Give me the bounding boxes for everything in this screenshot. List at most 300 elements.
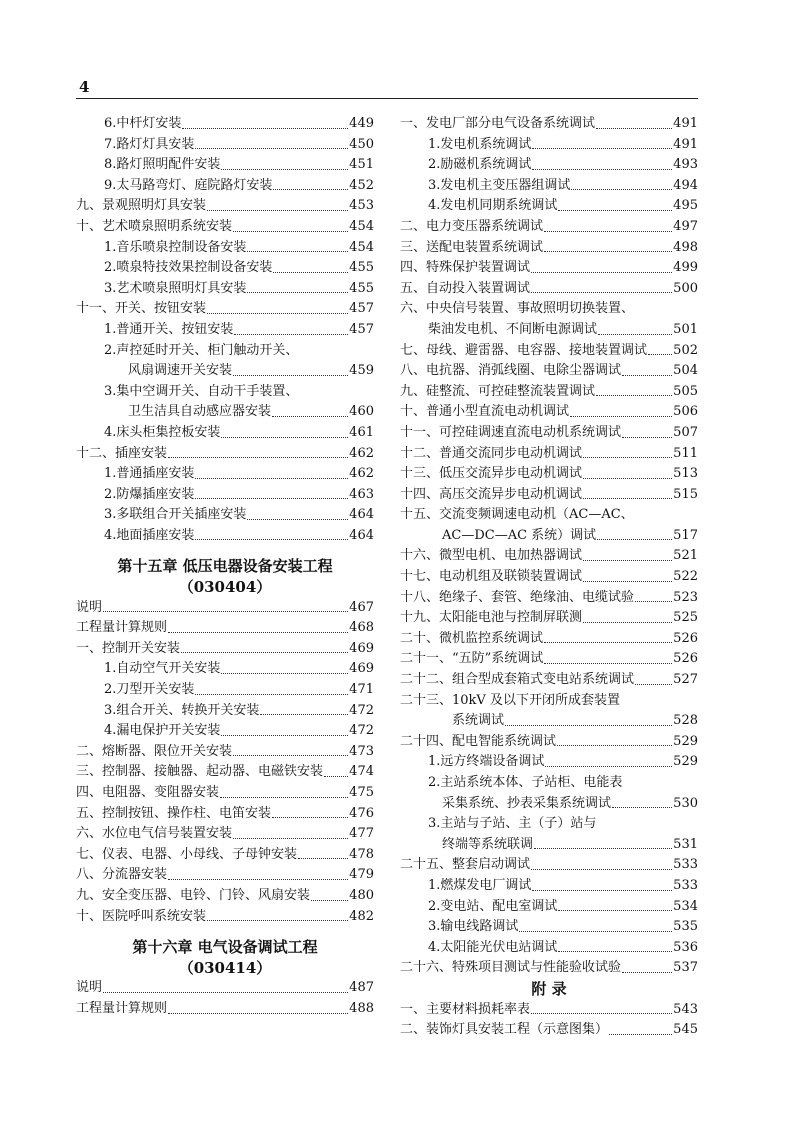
toc-entry-title: 1.普通插座安装 bbox=[104, 466, 195, 482]
dot-leader bbox=[168, 879, 348, 880]
toc-entry[interactable] bbox=[76, 238, 374, 259]
toc-entry-title: 工程量计算规则 bbox=[76, 620, 168, 636]
toc-entry-title: 2.励磁机系统调试 bbox=[428, 157, 532, 173]
toc-entry-continued bbox=[400, 299, 698, 320]
dot-leader bbox=[221, 735, 348, 736]
toc-entry[interactable] bbox=[76, 423, 374, 444]
dot-leader bbox=[545, 766, 672, 767]
toc-entry-title: 1.远方终端设备调试 bbox=[428, 754, 545, 770]
toc-page-number: 468 bbox=[349, 620, 374, 636]
toc-entry[interactable] bbox=[400, 588, 698, 609]
dot-leader bbox=[583, 457, 672, 458]
toc-page-number: 507 bbox=[673, 424, 698, 440]
toc-page-number: 527 bbox=[673, 672, 698, 688]
toc-page-number: 493 bbox=[673, 157, 698, 173]
toc-entry-title: 九、安全变压器、电铃、门铃、风扇安装 bbox=[76, 887, 311, 903]
toc-page-number: 461 bbox=[349, 424, 374, 440]
toc-page-number: 449 bbox=[349, 116, 374, 131]
toc-entry-title: 二十三、10kV 及以下开闭所成套装置 bbox=[400, 692, 620, 708]
toc-entry[interactable] bbox=[76, 361, 374, 382]
toc-page-number: 471 bbox=[349, 682, 374, 698]
toc-page-number: 513 bbox=[673, 466, 698, 482]
dot-leader bbox=[195, 148, 348, 149]
dot-leader bbox=[532, 169, 672, 170]
toc-entry-title: 4.床头柜集控板安装 bbox=[104, 424, 221, 440]
toc-page-number: 487 bbox=[349, 980, 374, 996]
dot-leader bbox=[233, 838, 348, 839]
toc-page-number: 505 bbox=[673, 383, 698, 399]
toc-entry[interactable] bbox=[76, 196, 374, 217]
toc-entry[interactable] bbox=[76, 659, 374, 680]
toc-entry[interactable] bbox=[76, 845, 374, 866]
toc-entry[interactable] bbox=[400, 485, 698, 506]
toc-page-number: 480 bbox=[349, 887, 374, 903]
dot-leader bbox=[221, 437, 348, 438]
toc-page-number: 457 bbox=[349, 321, 374, 337]
toc-page-number: 476 bbox=[349, 805, 374, 821]
toc-entry[interactable] bbox=[76, 320, 374, 341]
toc-entry-title: 十、艺术喷泉照明系统安装 bbox=[76, 218, 233, 234]
dot-leader bbox=[324, 776, 348, 777]
toc-entry-continued bbox=[76, 341, 374, 362]
toc-page-number: 528 bbox=[673, 713, 698, 729]
toc-page-number: 472 bbox=[349, 723, 374, 739]
toc-entry[interactable] bbox=[76, 114, 374, 135]
dot-leader bbox=[571, 189, 672, 190]
toc-entry[interactable] bbox=[76, 886, 374, 907]
toc-entry-title: 2.声控延时开关、柜门触动开关、 bbox=[104, 342, 299, 358]
toc-page-number: 469 bbox=[349, 640, 374, 656]
dot-leader bbox=[532, 890, 672, 891]
dot-leader bbox=[247, 251, 348, 252]
toc-entry[interactable] bbox=[400, 629, 698, 650]
toc-entry-title: 八、电抗器、消弧线圈、电除尘器调试 bbox=[400, 363, 622, 379]
toc-page-number: 462 bbox=[349, 445, 374, 461]
toc-page-number: 464 bbox=[349, 527, 374, 543]
toc-entry-title: 二十四、配电智能系统调试 bbox=[400, 733, 557, 749]
toc-right-column bbox=[400, 114, 698, 1041]
toc-entry-title: 工程量计算规则 bbox=[76, 1000, 168, 1016]
toc-entry-title: 卫生洁具自动感应器安装 bbox=[128, 404, 272, 420]
toc-page-number: 534 bbox=[673, 898, 698, 914]
toc-entry[interactable] bbox=[76, 258, 374, 279]
toc-page-number: 469 bbox=[349, 661, 374, 677]
toc-entry-title: 4.地面插座安装 bbox=[104, 527, 195, 543]
dot-leader bbox=[622, 437, 672, 438]
dot-leader bbox=[531, 1013, 672, 1014]
toc-page-number: 497 bbox=[673, 218, 698, 234]
dot-leader bbox=[103, 611, 348, 612]
dot-leader bbox=[544, 231, 672, 232]
dot-leader bbox=[207, 920, 348, 921]
toc-entry[interactable] bbox=[76, 526, 374, 547]
dot-leader bbox=[583, 622, 672, 623]
toc-entry-title: 二、装饰灯具安装工程（示意图集） bbox=[400, 1022, 609, 1038]
toc-entry-title: 七、母线、避雷器、电容器、接地装置调试 bbox=[400, 342, 648, 358]
toc-entry-title: 十二、插座安装 bbox=[76, 445, 168, 461]
toc-entry[interactable] bbox=[400, 794, 698, 815]
toc-entry[interactable] bbox=[400, 382, 698, 403]
toc-entry-title: 1.燃煤发电厂调试 bbox=[428, 877, 532, 893]
toc-entry-title: 终端等系统联调 bbox=[442, 836, 534, 852]
dot-leader bbox=[519, 931, 672, 932]
toc-entry-title: 五、控制按钮、操作柱、电笛安装 bbox=[76, 805, 272, 821]
dot-leader bbox=[195, 694, 348, 695]
toc-entry[interactable] bbox=[400, 526, 698, 547]
toc-entry[interactable] bbox=[76, 485, 374, 506]
dot-leader bbox=[557, 745, 672, 746]
toc-page-number: 517 bbox=[673, 527, 698, 543]
toc-page-number: 459 bbox=[349, 363, 374, 379]
toc-entry-title: AC—DC—AC 系统）调试 bbox=[442, 527, 597, 543]
toc-entry-title: 3.输电线路调试 bbox=[428, 919, 519, 935]
toc-page-number: 482 bbox=[349, 908, 374, 924]
dot-leader bbox=[570, 416, 672, 417]
toc-page-number: 473 bbox=[349, 743, 374, 759]
toc-entry-title: 一、控制开关安装 bbox=[76, 640, 181, 656]
dot-leader bbox=[273, 189, 348, 190]
dot-leader bbox=[233, 375, 348, 376]
toc-entry[interactable] bbox=[400, 567, 698, 588]
toc-page-number: 537 bbox=[673, 960, 698, 976]
dot-leader bbox=[598, 334, 672, 335]
toc-page-number: 535 bbox=[673, 919, 698, 935]
toc-entry[interactable] bbox=[400, 917, 698, 938]
dot-leader bbox=[558, 210, 672, 211]
dot-leader bbox=[273, 272, 348, 273]
toc-entry-title: 1.发电机系统调试 bbox=[428, 136, 532, 152]
dot-leader bbox=[544, 251, 672, 252]
toc-page-number: 488 bbox=[349, 1000, 374, 1016]
toc-page-number: 530 bbox=[673, 795, 698, 811]
toc-entry-title: 2.刀型开关安装 bbox=[104, 682, 195, 698]
toc-page-number: 452 bbox=[349, 177, 374, 193]
toc-entry-title: 4.漏电保护开关安装 bbox=[104, 723, 221, 739]
toc-entry-title: 2.主站系统本体、子站柜、电能表 bbox=[428, 775, 623, 790]
toc-entry-title: 十、医院呼叫系统安装 bbox=[76, 908, 207, 924]
toc-entry[interactable] bbox=[400, 649, 698, 670]
toc-entry-title: 3.组合开关、转换开关安装 bbox=[104, 702, 260, 718]
toc-entry[interactable] bbox=[400, 402, 698, 423]
toc-entry[interactable] bbox=[76, 279, 374, 300]
toc-page-number: 526 bbox=[673, 651, 698, 667]
dot-leader bbox=[609, 1034, 672, 1035]
dot-leader bbox=[195, 539, 348, 540]
toc-entry-title: 八、分流器安装 bbox=[76, 867, 168, 883]
toc-entry[interactable] bbox=[400, 196, 698, 217]
toc-entry-title: 十二、普通交流同步电动机调试 bbox=[400, 445, 583, 461]
toc-page-number: 506 bbox=[673, 404, 698, 420]
toc-page-number: 501 bbox=[673, 321, 698, 337]
dot-leader bbox=[247, 519, 348, 520]
toc-entry[interactable] bbox=[400, 938, 698, 959]
dot-leader bbox=[168, 632, 348, 633]
section-spacer bbox=[76, 927, 374, 937]
toc-entry-title: 2.防爆插座安装 bbox=[104, 486, 195, 502]
toc-page-number: 450 bbox=[349, 136, 374, 152]
chapter-heading: （030414） bbox=[178, 958, 272, 977]
toc-page-number: 525 bbox=[673, 610, 698, 626]
toc-entry-title: 风扇调速开关安装 bbox=[128, 363, 233, 379]
toc-page-number: 523 bbox=[673, 589, 698, 605]
toc-entry[interactable] bbox=[76, 464, 374, 485]
toc-entry[interactable] bbox=[400, 835, 698, 856]
toc-entry[interactable] bbox=[76, 598, 374, 619]
toc-entry-title: 二十六、特殊项目测试与性能验收试验 bbox=[400, 960, 622, 976]
toc-entry-title: 三、控制器、接触器、起动器、电磁铁安装 bbox=[76, 764, 324, 780]
toc-entry-title: 1.自动空气开关安装 bbox=[104, 661, 221, 677]
toc-entry[interactable] bbox=[400, 423, 698, 444]
toc-entry[interactable] bbox=[400, 464, 698, 485]
toc-entry-title: 九、景观照明灯具安装 bbox=[76, 198, 207, 214]
toc-entry[interactable] bbox=[76, 824, 374, 845]
dot-leader bbox=[221, 169, 348, 170]
toc-entry-continued bbox=[400, 773, 698, 794]
toc-page-number: 500 bbox=[673, 280, 698, 296]
toc-page-number: 455 bbox=[349, 260, 374, 276]
toc-entry-title: 二十五、整套启动调试 bbox=[400, 857, 531, 873]
dot-leader bbox=[583, 498, 672, 499]
toc-entry-title: 一、发电厂部分电气设备系统调试 bbox=[400, 116, 596, 131]
toc-entry-title: 十八、绝缘子、套管、绝缘油、电缆试验 bbox=[400, 589, 635, 605]
toc-page-number: 499 bbox=[673, 260, 698, 276]
toc-entry[interactable] bbox=[400, 176, 698, 197]
dot-leader bbox=[531, 292, 672, 293]
toc-entry[interactable] bbox=[76, 701, 374, 722]
toc-entry-title: 一、主要材料损耗率表 bbox=[400, 1001, 531, 1017]
toc-entry[interactable] bbox=[400, 217, 698, 238]
dot-leader bbox=[635, 601, 672, 602]
dot-leader bbox=[181, 652, 348, 653]
toc-entry[interactable] bbox=[400, 546, 698, 567]
dot-leader bbox=[234, 334, 348, 335]
dot-leader bbox=[534, 848, 672, 849]
section-spacer bbox=[76, 546, 374, 556]
toc-entry-title: 十三、低压交流异步电动机调试 bbox=[400, 466, 583, 482]
toc-page-number: 529 bbox=[673, 733, 698, 749]
toc-entry-title: 1.普通开关、按钮安装 bbox=[104, 321, 234, 337]
toc-entry[interactable] bbox=[400, 1020, 698, 1041]
toc-entry-title: 六、水位电气信号装置安装 bbox=[76, 826, 233, 842]
toc-entry[interactable] bbox=[400, 608, 698, 629]
dot-leader bbox=[220, 797, 348, 798]
toc-entry-title: 十五、交流变频调速电动机（AC—AC、 bbox=[400, 507, 634, 523]
toc-entry[interactable] bbox=[76, 135, 374, 156]
toc-left-column bbox=[76, 114, 374, 1020]
toc-page-number: 522 bbox=[673, 569, 698, 585]
toc-entry[interactable] bbox=[400, 897, 698, 918]
dot-leader bbox=[597, 539, 672, 540]
toc-entry[interactable] bbox=[400, 752, 698, 773]
toc-entry[interactable] bbox=[400, 114, 698, 135]
toc-entry[interactable] bbox=[76, 155, 374, 176]
dot-leader bbox=[622, 972, 672, 973]
toc-entry[interactable] bbox=[400, 670, 698, 691]
toc-entry-title: 七、仪表、电器、小母线、子母钟安装 bbox=[76, 846, 298, 862]
chapter-heading: 第十五章 低压电器设备安装工程 bbox=[117, 557, 333, 576]
toc-entry[interactable] bbox=[400, 1000, 698, 1021]
dot-leader bbox=[221, 673, 348, 674]
toc-page-number: 495 bbox=[673, 198, 698, 214]
header-rule bbox=[76, 98, 698, 99]
toc-entry[interactable] bbox=[76, 978, 374, 999]
dot-leader bbox=[558, 951, 672, 952]
toc-entry[interactable] bbox=[400, 958, 698, 979]
toc-page-number: 451 bbox=[349, 157, 374, 173]
dot-leader bbox=[272, 416, 348, 417]
dot-leader bbox=[635, 684, 672, 685]
dot-leader bbox=[168, 457, 348, 458]
toc-entry[interactable] bbox=[76, 907, 374, 928]
dot-leader bbox=[298, 858, 348, 859]
toc-page-number: 515 bbox=[673, 486, 698, 502]
dot-leader bbox=[544, 663, 672, 664]
toc-page-number: 454 bbox=[349, 218, 374, 234]
toc-entry[interactable] bbox=[76, 762, 374, 783]
toc-entry[interactable] bbox=[400, 855, 698, 876]
toc-page-number: 529 bbox=[673, 754, 698, 770]
toc-entry-title: 1.音乐喷泉控制设备安装 bbox=[104, 239, 247, 255]
toc-page-number: 467 bbox=[349, 599, 374, 615]
dot-leader bbox=[532, 148, 672, 149]
toc-entry-title: 十七、电动机组及联锁装置调试 bbox=[400, 569, 583, 585]
toc-page-number: 464 bbox=[349, 507, 374, 523]
dot-leader bbox=[612, 807, 672, 808]
toc-page-number: 478 bbox=[349, 846, 374, 862]
toc-entry[interactable] bbox=[400, 732, 698, 753]
toc-entry[interactable] bbox=[76, 402, 374, 423]
toc-page-number: 502 bbox=[673, 342, 698, 358]
toc-entry[interactable] bbox=[76, 505, 374, 526]
toc-entry[interactable] bbox=[76, 618, 374, 639]
toc-entry[interactable] bbox=[76, 299, 374, 320]
toc-entry[interactable] bbox=[400, 279, 698, 300]
toc-page-number: 498 bbox=[673, 239, 698, 255]
toc-page-number: 474 bbox=[349, 764, 374, 780]
toc-entry[interactable] bbox=[400, 155, 698, 176]
toc-entry[interactable] bbox=[400, 320, 698, 341]
toc-page-number: 460 bbox=[349, 404, 374, 420]
toc-entry-title: 十一、可控硅调速直流电动机系统调试 bbox=[400, 424, 622, 440]
toc-entry-title: 4.发电机同期系统调试 bbox=[428, 198, 558, 214]
toc-entry[interactable] bbox=[400, 711, 698, 732]
dot-leader bbox=[195, 478, 348, 479]
toc-entry-title: 二十二、组合型成套箱式变电站系统调试 bbox=[400, 672, 635, 688]
toc-page-number: 533 bbox=[673, 877, 698, 893]
toc-entry-title: 3.多联组合开关插座安装 bbox=[104, 507, 247, 523]
toc-entry-title: 五、自动投入装置调试 bbox=[400, 280, 531, 296]
toc-entry[interactable] bbox=[76, 999, 374, 1020]
toc-entry-title: 采集系统、抄表采集系统调试 bbox=[442, 795, 612, 811]
toc-entry[interactable] bbox=[76, 680, 374, 701]
dot-leader bbox=[207, 313, 348, 314]
dot-leader bbox=[596, 395, 672, 396]
dot-leader bbox=[182, 128, 348, 129]
toc-entry[interactable] bbox=[400, 341, 698, 362]
toc-entry[interactable] bbox=[400, 258, 698, 279]
toc-page-number: 463 bbox=[349, 486, 374, 502]
toc-entry-title: 6.中杆灯安装 bbox=[104, 116, 182, 131]
toc-page-number: 477 bbox=[349, 826, 374, 842]
dot-leader bbox=[272, 817, 348, 818]
toc-entry-title: 3.主站与子站、主（子）站与 bbox=[428, 816, 597, 832]
toc-entry-title: 3.发电机主变压器组调试 bbox=[428, 177, 571, 193]
dot-leader bbox=[622, 375, 672, 376]
toc-entry-title: 说明 bbox=[76, 599, 103, 615]
toc-entry[interactable] bbox=[76, 804, 374, 825]
toc-entry[interactable] bbox=[400, 135, 698, 156]
toc-page-number: 536 bbox=[673, 939, 698, 955]
toc-entry[interactable] bbox=[400, 238, 698, 259]
toc-entry-title: 柴油发电机、不间断电源调试 bbox=[428, 321, 598, 337]
dot-leader bbox=[505, 725, 672, 726]
toc-entry-title: 说明 bbox=[76, 980, 103, 996]
toc-entry-title: 9.太马路弯灯、庭院路灯安装 bbox=[104, 177, 273, 193]
dot-leader bbox=[233, 755, 348, 756]
toc-entry[interactable] bbox=[76, 176, 374, 197]
toc-entry-title: 六、中央信号装置、事故照明切换装置、 bbox=[400, 301, 635, 317]
toc-entry-title: 十、普通小型直流电动机调试 bbox=[400, 404, 570, 420]
toc-page-number: 472 bbox=[349, 702, 374, 718]
toc-entry-title: 3.集中空调开关、自动干手装置、 bbox=[104, 383, 299, 399]
dot-leader bbox=[311, 900, 348, 901]
toc-page-number: 491 bbox=[673, 136, 698, 152]
toc-entry-title: 8.路灯照明配件安装 bbox=[104, 157, 221, 173]
toc-entry[interactable] bbox=[76, 639, 374, 660]
toc-page-number: 511 bbox=[673, 445, 698, 461]
toc-entry-title: 三、送配电装置系统调试 bbox=[400, 239, 544, 255]
toc-entry[interactable] bbox=[76, 217, 374, 238]
chapter-heading: （030404） bbox=[178, 578, 272, 597]
toc-page-number: 504 bbox=[673, 363, 698, 379]
toc-entry-title: 二、电力变压器系统调试 bbox=[400, 218, 544, 234]
toc-entry[interactable] bbox=[400, 876, 698, 897]
dot-leader bbox=[558, 910, 672, 911]
dot-leader bbox=[648, 354, 672, 355]
toc-page-number: 454 bbox=[349, 239, 374, 255]
toc-entry-title: 二十一、“五防”系统调试 bbox=[400, 651, 544, 667]
toc-page-number: 521 bbox=[673, 548, 698, 564]
toc-entry[interactable] bbox=[76, 742, 374, 763]
toc-page-number: 462 bbox=[349, 466, 374, 482]
toc-page-number: 543 bbox=[673, 1001, 698, 1017]
toc-entry-title: 四、电阻器、变阻器安装 bbox=[76, 785, 220, 800]
toc-entry[interactable] bbox=[76, 783, 374, 804]
toc-entry-title: 二十、微机监控系统调试 bbox=[400, 630, 544, 646]
toc-entry[interactable] bbox=[76, 444, 374, 465]
toc-entry-title: 十九、太阳能电池与控制屏联测 bbox=[400, 610, 583, 626]
dot-leader bbox=[195, 498, 348, 499]
toc-entry[interactable] bbox=[400, 361, 698, 382]
toc-page-number: 531 bbox=[673, 836, 698, 852]
page-number: 4 bbox=[79, 78, 90, 96]
toc-entry[interactable] bbox=[400, 444, 698, 465]
toc-entry[interactable] bbox=[76, 721, 374, 742]
dot-leader bbox=[583, 581, 672, 582]
dot-leader bbox=[596, 128, 672, 129]
dot-leader bbox=[531, 869, 672, 870]
dot-leader bbox=[207, 210, 348, 211]
toc-page-number: 545 bbox=[673, 1022, 698, 1038]
toc-page-number: 533 bbox=[673, 857, 698, 873]
toc-entry-continued bbox=[400, 814, 698, 835]
dot-leader bbox=[168, 1013, 348, 1014]
chapter-heading: 第十六章 电气设备调试工程 bbox=[132, 938, 318, 957]
toc-entry-title: 系统调试 bbox=[452, 713, 505, 729]
toc-entry-title: 十四、高压交流异步电动机调试 bbox=[400, 486, 583, 502]
toc-entry[interactable] bbox=[76, 865, 374, 886]
chapter-heading: 附 录 bbox=[531, 979, 567, 998]
